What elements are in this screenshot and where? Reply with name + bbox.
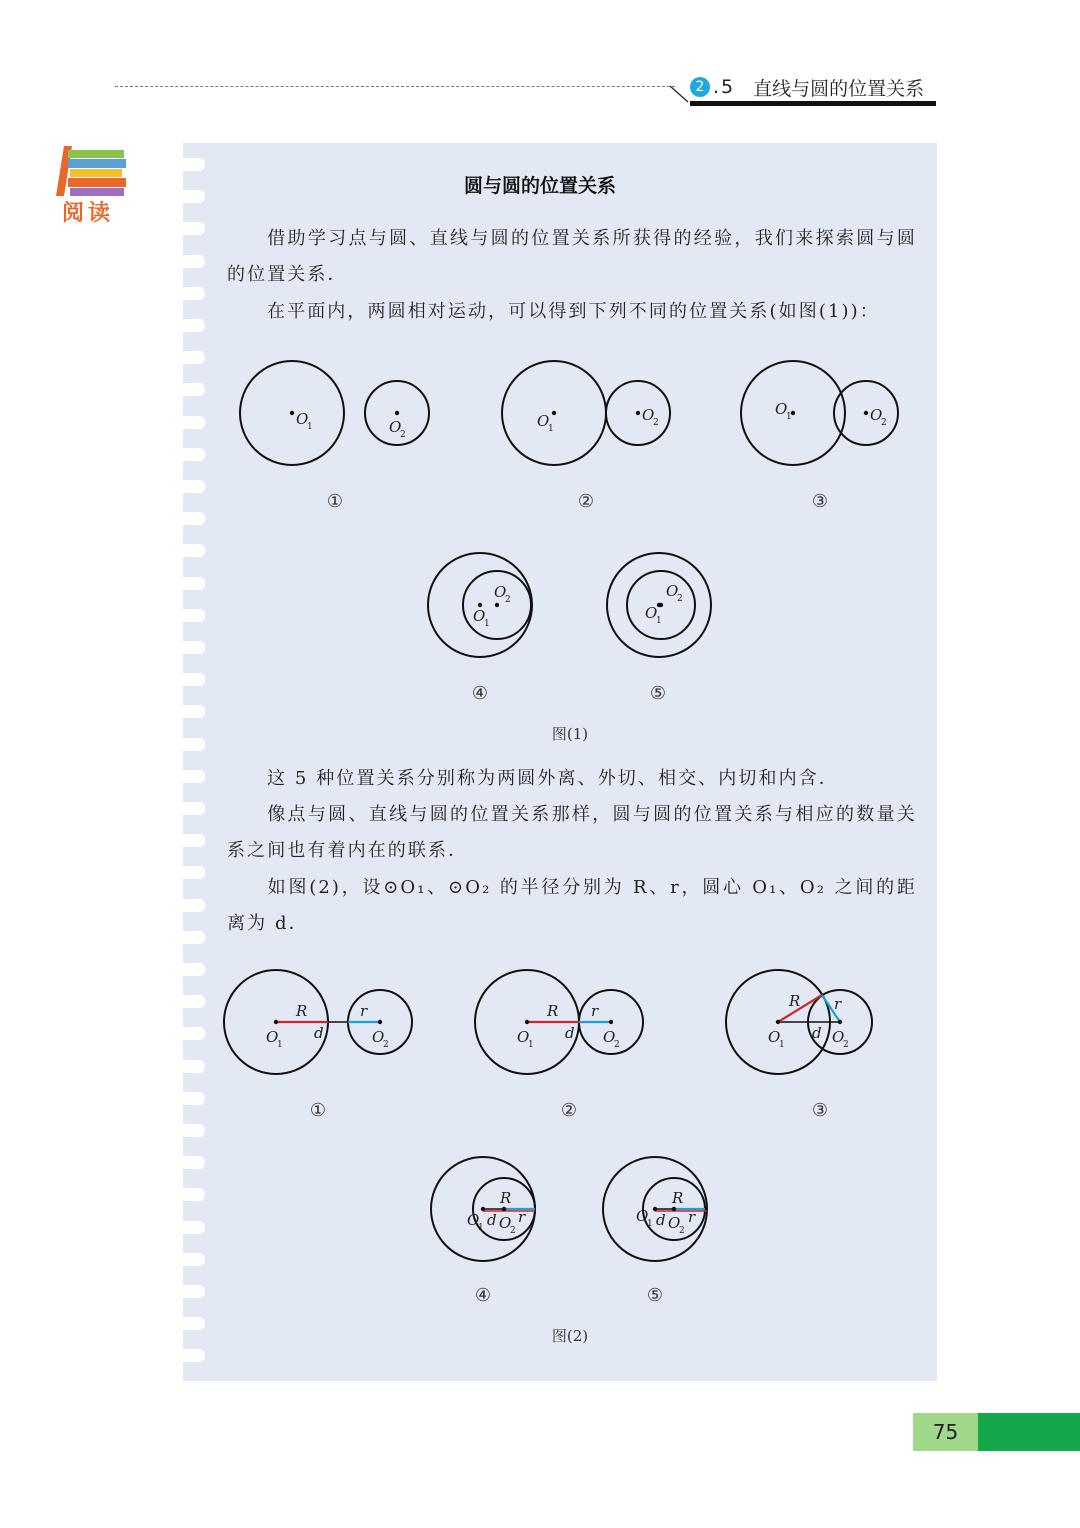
svg-text:r: r: [360, 1002, 368, 1020]
svg-text:O: O: [642, 406, 655, 424]
svg-text:d: d: [487, 1211, 497, 1229]
figure-1-mark-4: ④: [471, 683, 489, 704]
svg-text:O: O: [467, 1211, 480, 1229]
svg-text:d: d: [812, 1024, 822, 1042]
svg-text:O: O: [645, 604, 658, 622]
svg-text:1: 1: [786, 412, 792, 422]
svg-text:1: 1: [277, 1040, 283, 1050]
svg-text:O: O: [603, 1028, 616, 1046]
svg-text:O: O: [768, 1028, 781, 1046]
svg-text:2: 2: [510, 1226, 516, 1236]
svg-text:r: r: [591, 1002, 599, 1020]
figure-1-caption: 图(1): [551, 725, 589, 743]
svg-text:R: R: [789, 992, 801, 1010]
svg-text:1: 1: [307, 422, 313, 432]
svg-text:O: O: [668, 1214, 681, 1232]
figure-2-mark-5: ⑤: [646, 1285, 664, 1306]
chapter-number-badge: 2: [690, 77, 710, 97]
figure-2-mark-4: ④: [474, 1285, 492, 1306]
svg-text:r: r: [688, 1208, 696, 1226]
figure-2-mark-2: ②: [560, 1100, 578, 1121]
svg-text:d: d: [314, 1024, 324, 1042]
svg-text:1: 1: [656, 616, 662, 626]
svg-text:O: O: [870, 406, 883, 424]
figure-2-caption: 图(2): [551, 1327, 589, 1345]
svg-text:O: O: [372, 1028, 385, 1046]
svg-text:2: 2: [614, 1040, 620, 1050]
svg-text:O: O: [389, 418, 402, 436]
svg-text:O: O: [473, 607, 486, 625]
svg-text:R: R: [672, 1189, 684, 1207]
svg-text:d: d: [565, 1024, 575, 1042]
svg-text:2: 2: [843, 1040, 849, 1050]
paragraph-4: 像点与圆、直线与圆的位置关系那样，圆与圆的位置关系与相应的数量关系之间也有着内在的联系．: [227, 804, 917, 861]
figure-2-mark-3: ③: [811, 1100, 829, 1121]
figure-2-mark-1: ①: [309, 1100, 327, 1121]
svg-text:O: O: [775, 400, 788, 418]
reading-title: 圆与圆的位置关系: [463, 175, 616, 197]
figure-1-mark-1: ①: [326, 491, 344, 512]
figure-1-mark-2: ②: [577, 491, 595, 512]
svg-text:2: 2: [383, 1040, 389, 1050]
svg-text:O: O: [832, 1028, 845, 1046]
svg-text:2: 2: [400, 430, 406, 440]
paragraph-5: 如图(2)，设⊙O₁、⊙O₂ 的半径分别为 R、r，圆心 O₁、O₂ 之间的距离为 d．: [227, 877, 917, 934]
svg-text:1: 1: [528, 1040, 534, 1050]
page-number: 75: [932, 1420, 959, 1444]
svg-text:O: O: [266, 1028, 279, 1046]
svg-text:O: O: [666, 582, 679, 600]
svg-text:2: 2: [677, 594, 683, 604]
svg-text:1: 1: [548, 424, 554, 434]
section-title: 直线与圆的位置关系: [753, 77, 925, 100]
figure-1-mark-5: ⑤: [649, 683, 667, 704]
svg-text:1: 1: [647, 1219, 653, 1229]
page-tab-dark: [978, 1413, 1080, 1451]
svg-text:1: 1: [779, 1040, 785, 1050]
svg-text:2: 2: [881, 418, 887, 428]
svg-text:d: d: [656, 1211, 666, 1229]
svg-text:1: 1: [478, 1223, 484, 1233]
svg-text:O: O: [517, 1028, 530, 1046]
svg-text:R: R: [296, 1002, 308, 1020]
figure-1-mark-3: ③: [811, 491, 829, 512]
paragraph-1: 借助学习点与圆、直线与圆的位置关系所获得的经验，我们来探索圆与圆的位置关系．: [227, 228, 917, 285]
svg-text:O: O: [499, 1214, 512, 1232]
svg-text:O: O: [296, 410, 309, 428]
svg-text:r: r: [834, 995, 842, 1013]
section-number: .5: [713, 76, 736, 98]
svg-text:r: r: [518, 1208, 526, 1226]
svg-text:R: R: [547, 1002, 559, 1020]
svg-text:R: R: [500, 1189, 512, 1207]
paragraph-2: 在平面内，两圆相对运动，可以得到下列不同的位置关系(如图(1))：: [267, 301, 880, 322]
paragraph-3: 这 5 种位置关系分别称为两圆外离、外切、相交、内切和内含．: [267, 768, 839, 789]
svg-text:2: 2: [505, 595, 511, 605]
svg-text:O: O: [494, 583, 507, 601]
svg-text:1: 1: [484, 619, 490, 629]
svg-text:O: O: [636, 1207, 649, 1225]
reading-label: 阅读: [62, 201, 115, 226]
svg-text:2: 2: [679, 1226, 685, 1236]
svg-text:2: 2: [653, 418, 659, 428]
svg-text:O: O: [537, 412, 550, 430]
